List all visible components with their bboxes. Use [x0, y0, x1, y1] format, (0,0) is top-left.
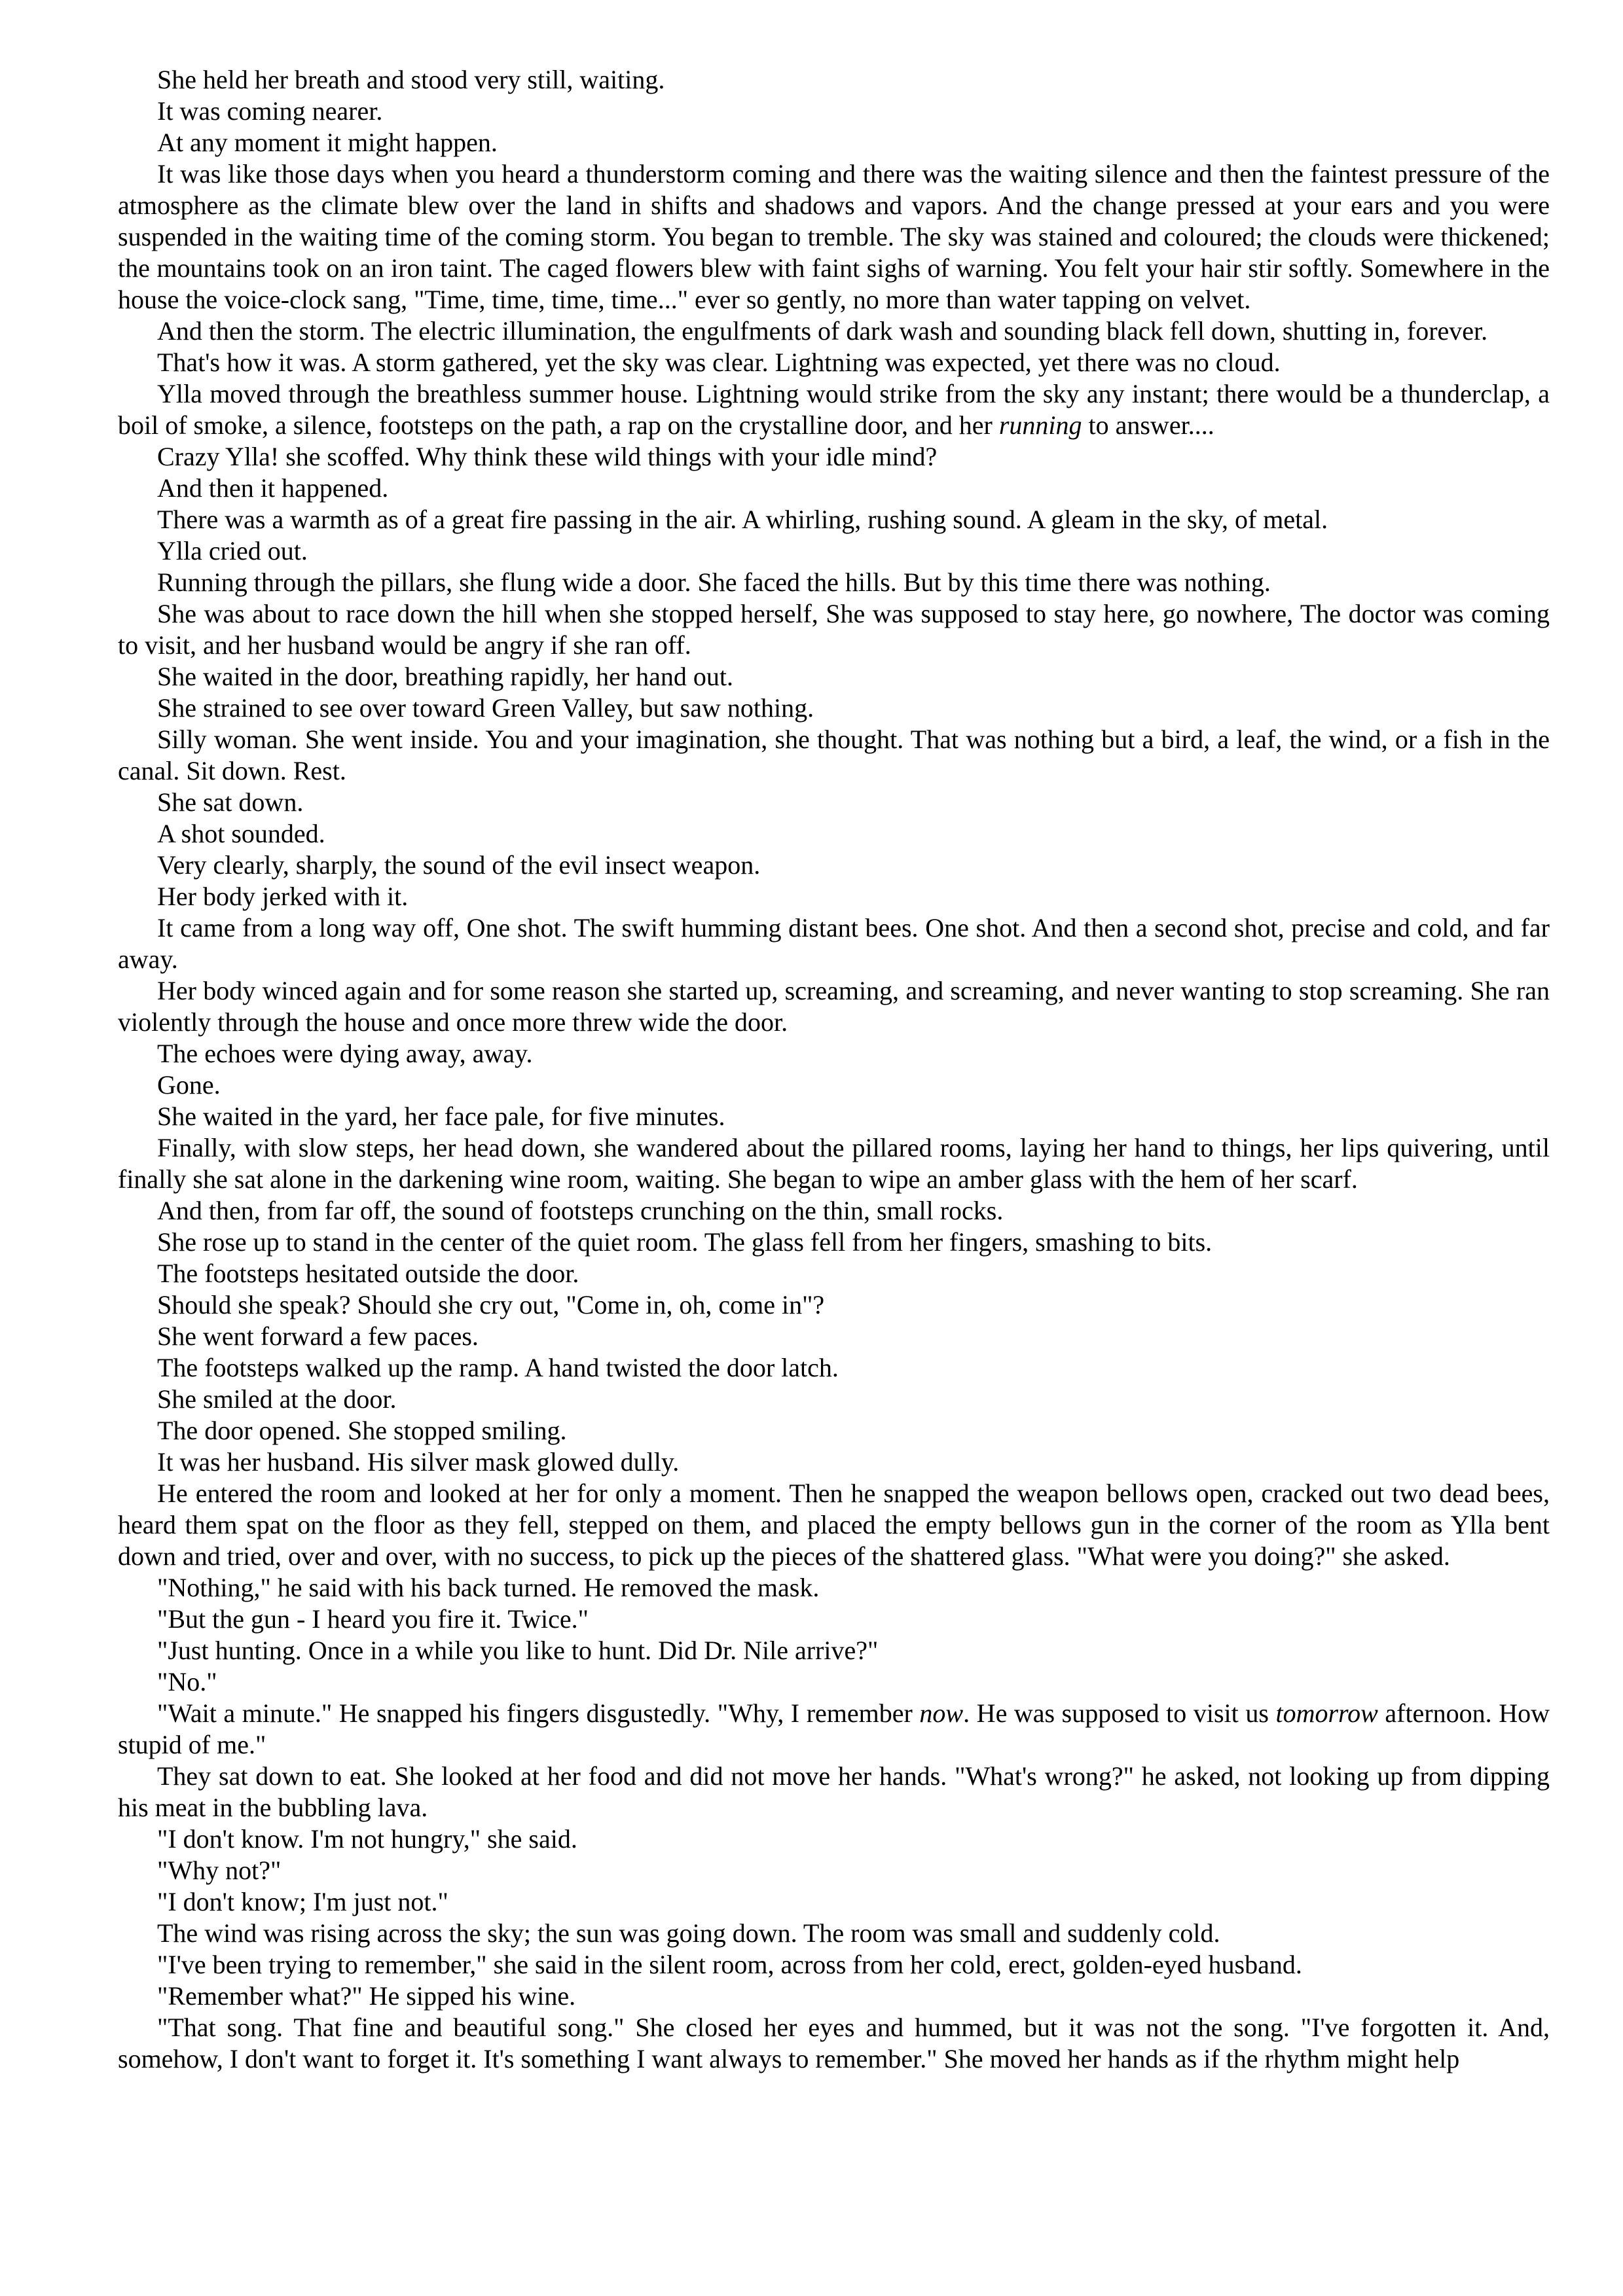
italic-text: now — [919, 1698, 964, 1728]
paragraph: Gone. — [157, 1070, 221, 1100]
italic-text: tomorrow — [1275, 1698, 1378, 1728]
paragraph: "Wait a minute." He snapped his fingers disgustedly. "Why, I remember now. He was supposed to visit us tomorrow afternoon. How stupid of me." — [118, 1698, 1550, 1759]
paragraph: And then, from far off, the sound of footsteps crunching on the thin, small rocks. — [157, 1196, 1004, 1225]
paragraph: That's how it was. A storm gathered, yet the sky was clear. Lightning was expected, yet there was no cloud. — [157, 348, 1281, 377]
paragraph: The door opened. She stopped smiling. — [157, 1416, 567, 1445]
paragraph: She was about to race down the hill when she stopped herself, She was supposed to stay here, go nowhere, The doctor was coming to visit, and her husband would be angry if she ran off. — [118, 599, 1550, 660]
paragraph: Running through the pillars, she flung wide a door. She faced the hills. But by this time there was nothing. — [157, 567, 1271, 597]
paragraph: And then the storm. The electric illumination, the engulfments of dark wash and sounding black fell down, shutting in, forever. — [157, 316, 1488, 346]
paragraph: "I don't know; I'm just not." — [157, 1887, 448, 1916]
paragraph: "Nothing," he said with his back turned. He removed the mask. — [157, 1573, 820, 1602]
paragraph: "That song. That fine and beautiful song." She closed her eyes and hummed, but it was not the song. "I've forgotten it. And, somehow, I don't want to forget it. It's something I want always to remember." She moved her hands as if the rhythm might help — [118, 2013, 1550, 2073]
paragraph: The wind was rising across the sky; the sun was going down. The room was small and suddenly cold. — [157, 1918, 1220, 1948]
paragraph: She rose up to stand in the center of the quiet room. The glass fell from her fingers, smashing to bits. — [157, 1227, 1213, 1257]
paragraph: Very clearly, sharply, the sound of the evil insect weapon. — [157, 850, 761, 880]
paragraph: She waited in the yard, her face pale, for five minutes. — [157, 1102, 725, 1131]
paragraph: Ylla cried out. — [157, 536, 308, 565]
paragraph: It was coming nearer. — [157, 96, 383, 126]
paragraph: It came from a long way off, One shot. The swift humming distant bees. One shot. And then a second shot, precise and cold, and far away. — [118, 913, 1550, 974]
paragraph: Silly woman. She went inside. You and your imagination, she thought. That was nothing but a bird, a leaf, the wind, or a fish in the canal. Sit down. Rest. — [118, 725, 1550, 785]
paragraph: A shot sounded. — [157, 819, 325, 848]
paragraph: It was like those days when you heard a thunderstorm coming and there was the waiting silence and then the faintest pressure of the atmosphere as the climate blew over the land in shifts and shadows and vapors. And the change pressed at your ears and you were suspended in the waiting time of the coming storm. You began to tremble. The sky was stained and coloured; the clouds were thickened; the mountains took on an iron taint. The caged flowers blew with faint sighs of warning. You felt your hair stir softly. Somewhere in the house the voice-clock sang, "Time, time, time, time..." ever so gently, no more than water tapping on velvet. — [118, 159, 1550, 314]
paragraph: "I've been trying to remember," she said in the silent room, across from her cold, erect, golden-eyed husband. — [157, 1950, 1302, 1979]
italic-text: running — [998, 410, 1082, 440]
paragraph: "Why not?" — [157, 1856, 282, 1885]
page-text — [118, 64, 1550, 2075]
paragraph: The footsteps walked up the ramp. A hand twisted the door latch. — [157, 1353, 839, 1382]
paragraph: Her body winced again and for some reason she started up, screaming, and screaming, and never wanting to stop screaming. She ran violently through the house and once more threw wide the door. — [118, 976, 1550, 1037]
paragraph: It was her husband. His silver mask glowed dully. — [157, 1447, 680, 1477]
paragraph: He entered the room and looked at her for only a moment. Then he snapped the weapon bellows open, cracked out two dead bees, heard them spat on the floor as they fell, stepped on them, and placed the empty bellows gun in the corner of the room as Ylla bent down and tried, over and over, with no success, to pick up the pieces of the shattered glass. "What were you doing?" she asked. — [118, 1479, 1550, 1571]
paragraph: "But the gun - I heard you fire it. Twice." — [157, 1604, 589, 1634]
paragraph: The footsteps hesitated outside the door. — [157, 1259, 579, 1288]
paragraph: The echoes were dying away, away. — [157, 1039, 533, 1068]
paragraph: She went forward a few paces. — [157, 1321, 479, 1351]
paragraph: Her body jerked with it. — [157, 882, 409, 911]
paragraph: There was a warmth as of a great fire passing in the air. A whirling, rushing sound. A gleam in the sky, of metal. — [157, 505, 1328, 534]
paragraph: Finally, with slow steps, her head down, she wandered about the pillared rooms, laying her hand to things, her lips quivering, until finally she sat alone in the darkening wine room, waiting. She began to wipe an amber glass with the hem of her scarf. — [118, 1133, 1550, 1194]
paragraph: "No." — [157, 1667, 217, 1696]
paragraph: And then it happened. — [157, 473, 389, 503]
paragraph: At any moment it might happen. — [157, 128, 498, 157]
paragraph: "Just hunting. Once in a while you like to hunt. Did Dr. Nile arrive?" — [157, 1636, 879, 1665]
paragraph: "Remember what?" He sipped his wine. — [157, 1981, 576, 2011]
paragraph: She sat down. — [157, 787, 304, 817]
paragraph: She strained to see over toward Green Valley, but saw nothing. — [157, 693, 814, 723]
paragraph: She waited in the door, breathing rapidly, her hand out. — [157, 662, 734, 691]
paragraph: "I don't know. I'm not hungry," she said. — [157, 1824, 577, 1854]
paragraph: Should she speak? Should she cry out, "Come in, oh, come in"? — [157, 1290, 825, 1319]
paragraph: She smiled at the door. — [157, 1384, 397, 1414]
paragraph: Crazy Ylla! she scoffed. Why think these wild things with your idle mind? — [157, 442, 938, 471]
paragraph: She held her breath and stood very still, waiting. — [157, 65, 665, 94]
paragraph: They sat down to eat. She looked at her food and did not move her hands. "What's wrong?" he asked, not looking up from dipping his meat in the bubbling lava. — [118, 1761, 1550, 1822]
paragraph: Ylla moved through the breathless summer house. Lightning would strike from the sky any instant; there would be a thunderclap, a boil of smoke, a silence, footsteps on the path, a rap on the crystalline door, and her running to answer.... — [118, 379, 1550, 440]
